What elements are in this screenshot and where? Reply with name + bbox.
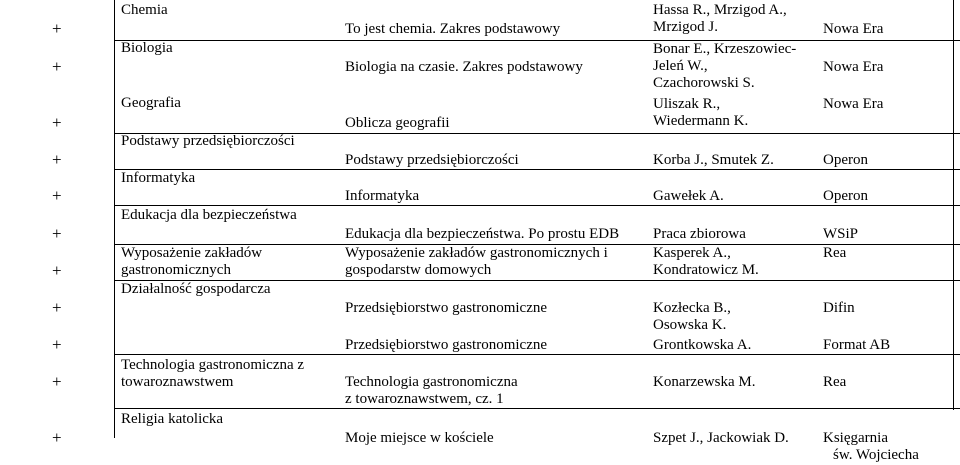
textbook-authors: Kasperek A.,: [653, 245, 731, 261]
publisher-name: Nowa Era: [823, 96, 884, 112]
expand-plus-marker[interactable]: +: [52, 298, 62, 317]
textbook-authors: Korba J., Smutek Z.: [653, 152, 774, 168]
subject-name: Podstawy przedsiębiorczości: [121, 133, 295, 149]
subject-name: Wyposażenie zakładów: [121, 245, 263, 261]
textbook-title: Przedsiębiorstwo gastronomiczne: [345, 337, 548, 353]
expand-plus-marker[interactable]: +: [52, 428, 62, 447]
textbook-title: Oblicza geografii: [345, 115, 450, 131]
expand-plus-marker[interactable]: +: [52, 57, 62, 76]
column-divider: [114, 0, 115, 438]
publisher-name: Księgarnia: [823, 430, 888, 446]
publisher-name: WSiP: [823, 226, 859, 242]
row-divider: [115, 169, 960, 170]
column-divider: [953, 0, 954, 410]
subject-name: Technologia gastronomiczna z: [121, 357, 305, 373]
publisher-name: Difin: [823, 300, 855, 316]
textbook-title: Edukacja dla bezpieczeństwa. Po prostu EDB: [345, 226, 620, 242]
textbook-authors: Konarzewska M.: [653, 374, 756, 390]
subject-name: Geografia: [121, 95, 181, 111]
textbook-authors: Kozłecka B.,: [653, 300, 731, 316]
expand-plus-marker[interactable]: +: [52, 372, 62, 391]
publisher-name: Operon: [823, 188, 868, 204]
textbook-authors: Kondratowicz M.: [653, 262, 759, 278]
textbook-title: To jest chemia. Zakres podstawowy: [345, 21, 561, 37]
publisher-name: Nowa Era: [823, 59, 884, 75]
textbook-authors: Bonar E., Krzeszowiec-: [653, 41, 797, 57]
publisher-name: Nowa Era: [823, 21, 884, 37]
publisher-name: Operon: [823, 152, 868, 168]
row-divider: [115, 205, 960, 206]
publisher-name: Rea: [823, 245, 847, 261]
subject-name: Edukacja dla bezpieczeństwa: [121, 207, 297, 223]
expand-plus-marker[interactable]: +: [52, 150, 62, 169]
textbook-authors: Grontkowska A.: [653, 337, 752, 353]
row-divider: [115, 40, 960, 41]
expand-plus-marker[interactable]: +: [52, 261, 62, 280]
expand-plus-marker[interactable]: +: [52, 224, 62, 243]
publisher-name: św. Wojciecha: [833, 447, 919, 463]
expand-plus-marker[interactable]: +: [52, 335, 62, 354]
textbook-title: Wyposażenie zakładów gastronomicznych i: [345, 245, 608, 261]
textbook-title: Biologia na czasie. Zakres podstawowy: [345, 59, 583, 75]
textbook-title: Podstawy przedsiębiorczości: [345, 152, 519, 168]
textbook-title: Technologia gastronomiczna: [345, 374, 518, 390]
subject-name: gastronomicznych: [121, 262, 231, 278]
textbook-authors: Gawełek A.: [653, 188, 724, 204]
textbook-authors: Mrzigod J.: [653, 19, 718, 35]
textbook-authors: Praca zbiorowa: [653, 226, 746, 242]
textbook-authors: Czachorowski S.: [653, 75, 755, 91]
expand-plus-marker[interactable]: +: [52, 186, 62, 205]
textbook-authors: Jeleń W.,: [653, 58, 708, 74]
textbook-title: gospodarstw domowych: [345, 262, 492, 278]
textbook-authors: Uliszak R.,: [653, 96, 721, 112]
textbook-authors: Hassa R., Mrzigod A.,: [653, 2, 787, 18]
expand-plus-marker[interactable]: +: [52, 113, 62, 132]
textbook-title: Informatyka: [345, 188, 420, 204]
row-divider: [115, 408, 960, 409]
subject-name: towaroznawstwem: [121, 374, 234, 390]
expand-plus-marker[interactable]: +: [52, 19, 62, 38]
row-divider: [115, 354, 960, 355]
textbook-title: z towaroznawstwem, cz. 1: [345, 391, 504, 407]
subject-name: Działalność gospodarcza: [121, 281, 271, 297]
textbook-authors: Wiedermann K.: [653, 113, 749, 129]
publisher-name: Format AB: [823, 337, 891, 353]
subject-name: Chemia: [121, 2, 168, 18]
textbook-title: Moje miejsce w kościele: [345, 430, 494, 446]
textbook-title: Przedsiębiorstwo gastronomiczne: [345, 300, 548, 316]
subject-name: Informatyka: [121, 170, 196, 186]
textbook-authors: Osowska K.: [653, 317, 727, 333]
subject-name: Religia katolicka: [121, 411, 224, 427]
subject-name: Biologia: [121, 40, 173, 56]
textbook-authors: Szpet J., Jackowiak D.: [653, 430, 789, 446]
publisher-name: Rea: [823, 374, 847, 390]
